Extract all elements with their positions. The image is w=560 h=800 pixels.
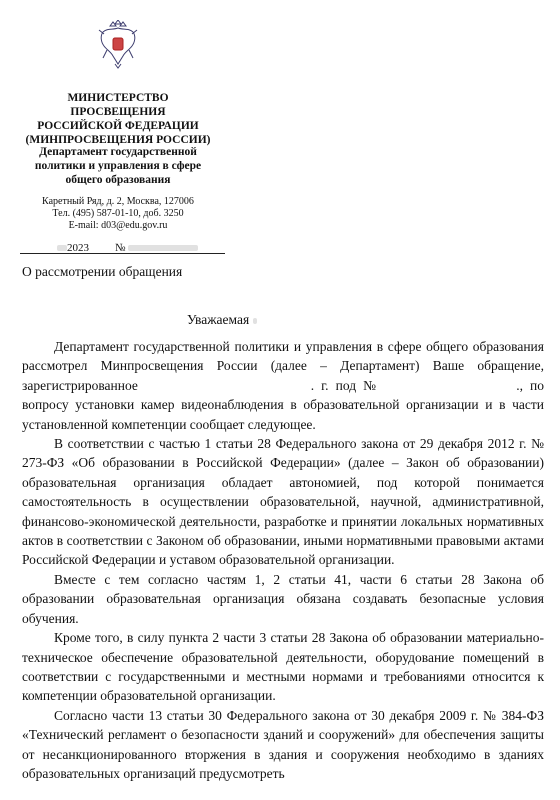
ministry-name [20,91,216,147]
body-paragraph: Согласно части 13 статьи 30 Федерального закона от 30 декабря 2009 г. № 384-ФЗ «Технический регламент о безопасности зданий и сооружений» для обеспечения защиты от несанкционированного вторжения в здания и сооружения необходимо в зданиях образовательных организаций предусмотреть [22,707,544,781]
ministry-abbrev: (МИНПРОСВЕЩЕНИЯ РОССИИ) [25,134,211,146]
body-paragraph: Департамент государственной политики и управления в сфере общего образования рассмотрел Минпросвещения России (далее – Департамент) Ваше обращение, зарегистрированное . г. под № ., по вопросу установки камер видеонаблюдения в образовательной организации и в части установленной компетенции сообщает следующее. [22,339,544,432]
postal-address: Каретный Ряд, д. 2, Москва, 127006 [42,196,194,207]
department-name-line: политики и управления в сфере [34,160,202,172]
ministry-name-line: МИНИСТЕРСТВО ПРОСВЕЩЕНИЯ [67,92,169,118]
letter-subject: О рассмотрении обращения [22,264,183,279]
letter-body [22,337,544,783]
ministry-name-line: РОССИЙСКОЙ ФЕДЕРАЦИИ [37,120,199,132]
registration-date: 2023 [57,242,89,254]
department-name-line: общего образования [65,174,171,186]
coat-of-arms-emblem [95,20,141,70]
address-block [20,196,216,232]
phone-number: Тел. (495) 587-01-10, доб. 3250 [52,208,184,219]
department-name-line: Департамент государственной [39,146,197,158]
body-paragraph: Кроме того, в силу пункта 2 части 3 статьи 28 Закона об образовании материально-техническое обеспечение образовательной деятельности, оборудование помещений в соответствии с государственными и местными нормами и требованиями относится к компетенции образовательной организации. [22,630,544,704]
department-name [20,145,216,187]
registration-number: № [115,242,198,254]
email-address: E-mail: d03@edu.gov.ru [68,220,168,231]
body-paragraph: Вместе с тем согласно частям 1, 2 статьи 41, части 6 статьи 28 Закона об образовании образовательная организация обязана создавать безопасные условия обучения. [22,571,544,626]
body-paragraph: В соответствии с частью 1 статьи 28 Федерального закона от 29 декабря 2012 г. № 273-ФЗ «Об образовании в Российской Федерации» (далее – Закон об образовании) образовательная организация обладает автономией, под которой понимается самостоятельность в осуществлении образовательной, научной, административной, финансово-экономической деятельности, разработке и принятии локальных нормативных актов в соответствии с Законом об образовании, иными нормативными правовыми актами Российской Федерации и уставом образовательной организации. [22,436,544,568]
registration-line [20,242,225,256]
salutation: Уважаемая [187,312,257,328]
